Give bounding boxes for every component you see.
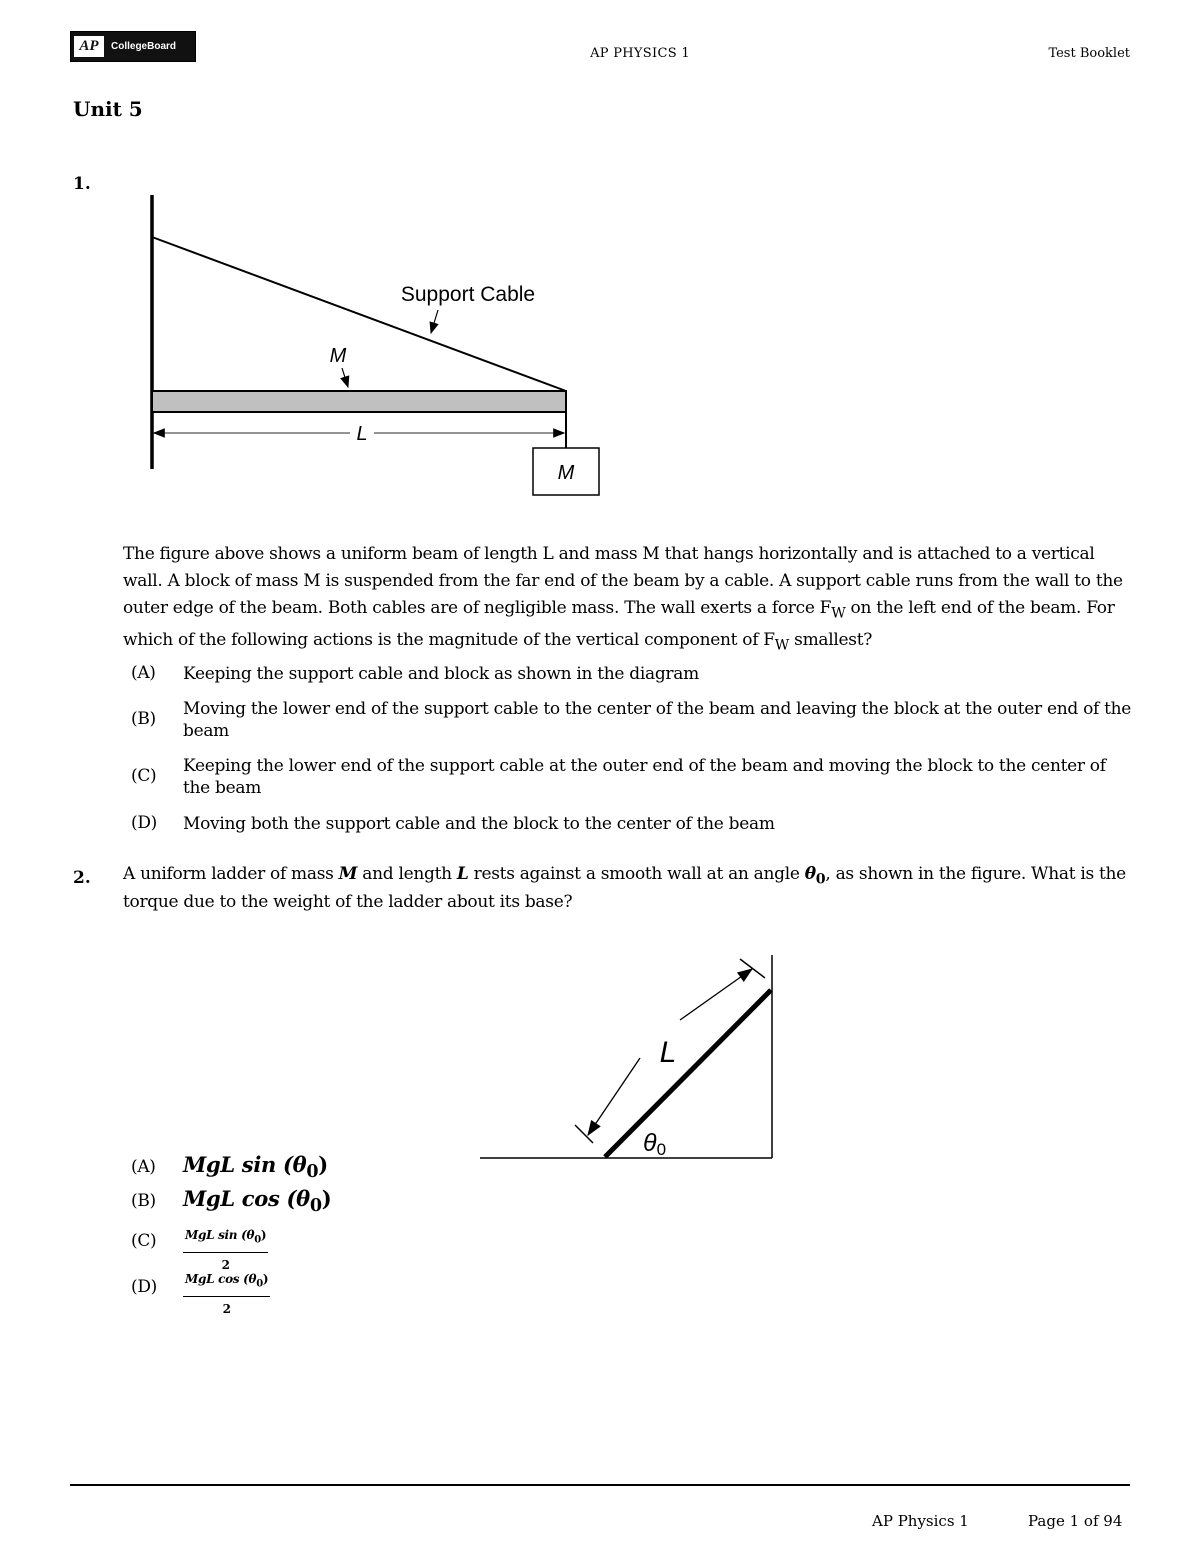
q1-option-d[interactable]: (D) Moving both the support cable and the block to the center of the beam bbox=[131, 813, 775, 834]
q1-option-c[interactable]: (C) Keeping the lower end of the support cable at the outer end of the beam and moving the block to the center of the beam bbox=[131, 756, 1106, 798]
fraction-d: $\frac{MgL \cos (\theta_0)}{2}$ bbox=[183, 1268, 270, 1320]
length-arrow-up bbox=[680, 969, 752, 1020]
beam-mass-pointer bbox=[342, 368, 348, 387]
support-cable-pointer bbox=[431, 310, 438, 333]
q2-option-b[interactable]: (B) MgL $\cos (\theta_0)$ bbox=[131, 1186, 332, 1217]
beam-cable-figure bbox=[140, 190, 610, 500]
q1-option-b[interactable]: (B) Moving the lower end of the support cable to the center of the beam and leaving the block at the outer end of the beam bbox=[131, 699, 1132, 741]
ladder-figure bbox=[470, 945, 790, 1170]
header-title: AP PHYSICS 1 bbox=[590, 46, 690, 61]
question-2-stem: A uniform ladder of mass M and length L rests against a smooth wall at an angle $\theta_0$, as shown in the figure. What is the torque due to the weight of the ladder about its base? bbox=[123, 864, 1126, 913]
q1-option-a[interactable]: (A) Keeping the support cable and block as shown in the diagram bbox=[131, 663, 699, 684]
footer-page-number: Page 1 of 94 bbox=[1028, 1512, 1123, 1530]
header-booklet-label: Test Booklet bbox=[1048, 46, 1130, 61]
support-cable-line bbox=[152, 237, 566, 391]
ladder-length-label: L bbox=[659, 1036, 677, 1069]
dimension-tick-bottom bbox=[575, 1125, 593, 1143]
question-2-number: 2. bbox=[73, 868, 91, 888]
q2-option-c[interactable]: (C) $\frac{MgL \sin (\theta_0)}{2}$ bbox=[131, 1224, 1131, 1264]
ladder-angle-label: θ0 bbox=[643, 1129, 667, 1159]
question-1-number: 1. bbox=[73, 174, 91, 194]
footer-course-name: AP Physics 1 bbox=[872, 1512, 969, 1530]
support-cable-label: Support Cable bbox=[400, 283, 536, 306]
beam-mass-label: M bbox=[329, 345, 347, 367]
fraction-c: $\frac{MgL \sin (\theta_0)}{2}$ bbox=[183, 1224, 268, 1276]
length-arrow-down bbox=[588, 1058, 640, 1135]
beam-rect bbox=[152, 391, 566, 412]
q2-option-a[interactable]: (A) MgL $\sin (\theta_0)$ bbox=[131, 1152, 328, 1183]
q2-option-d[interactable]: (D) $\frac{MgL \cos (\theta_0)}{2}$ bbox=[131, 1268, 1131, 1308]
footer-divider bbox=[70, 1484, 1130, 1486]
unit-title: Unit 5 bbox=[73, 97, 143, 121]
question-1-stem: The figure above shows a uniform beam of length L and mass M that hangs horizontally and is attached to a vertical wall. A block of mass M is suspended from the far end of the beam by a cable. A support cable runs from the wall to the outer edge of the beam. Both cables are of negligible mass. The wall exerts a force $F_W$ on the left end of the beam. For which of the following actions is the magnitude of the vertical component of $F_W$ smallest? bbox=[123, 544, 1123, 654]
logo-ap-mark: AP bbox=[74, 36, 104, 57]
length-label: L bbox=[356, 423, 368, 445]
block-mass-label: M bbox=[557, 462, 575, 484]
logo-collegeboard-text: CollegeBoard bbox=[111, 41, 177, 52]
